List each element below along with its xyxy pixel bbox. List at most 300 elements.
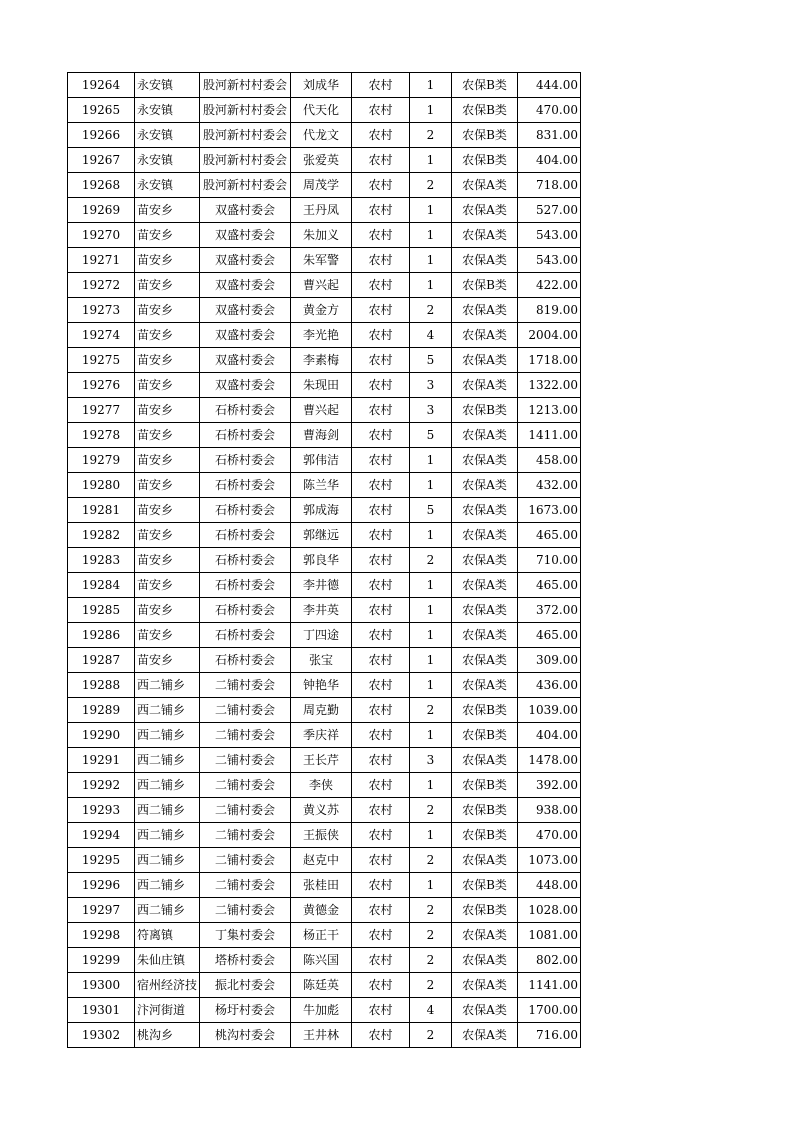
- household-count-cell: 1: [410, 223, 452, 248]
- household-count-cell: 2: [410, 948, 452, 973]
- household-count-cell: 1: [410, 448, 452, 473]
- table-row: [68, 348, 581, 373]
- household-count-cell: 5: [410, 423, 452, 448]
- residence-type-cell: 农村: [352, 598, 410, 623]
- village-committee-cell: 石桥村委会: [200, 448, 291, 473]
- record-number-cell: 19301: [68, 998, 135, 1023]
- table-row: [68, 823, 581, 848]
- residence-type-cell: 农村: [352, 298, 410, 323]
- residence-type-cell: 农村: [352, 348, 410, 373]
- record-number-cell: 19282: [68, 523, 135, 548]
- amount-cell: 444.00: [518, 73, 581, 98]
- household-count-cell: 4: [410, 323, 452, 348]
- household-count-cell: 4: [410, 998, 452, 1023]
- person-name-cell: 黄义苏: [291, 798, 352, 823]
- village-committee-cell: 石桥村委会: [200, 623, 291, 648]
- amount-cell: 1700.00: [518, 998, 581, 1023]
- person-name-cell: 代天化: [291, 98, 352, 123]
- record-number-cell: 19289: [68, 698, 135, 723]
- household-count-cell: 1: [410, 723, 452, 748]
- residence-type-cell: 农村: [352, 373, 410, 398]
- insurance-category-cell: 农保A类: [452, 423, 518, 448]
- residence-type-cell: 农村: [352, 173, 410, 198]
- village-committee-cell: 二铺村委会: [200, 898, 291, 923]
- record-number-cell: 19299: [68, 948, 135, 973]
- household-count-cell: 2: [410, 123, 452, 148]
- household-count-cell: 2: [410, 923, 452, 948]
- township-cell: 苗安乡: [135, 648, 200, 673]
- table-row: [68, 323, 581, 348]
- table-row: [68, 798, 581, 823]
- person-name-cell: 朱军警: [291, 248, 352, 273]
- insurance-category-cell: 农保A类: [452, 623, 518, 648]
- insurance-category-cell: 农保A类: [452, 323, 518, 348]
- insurance-category-cell: 农保A类: [452, 373, 518, 398]
- person-name-cell: 赵克中: [291, 848, 352, 873]
- insurance-category-cell: 农保A类: [452, 498, 518, 523]
- household-count-cell: 1: [410, 873, 452, 898]
- residence-type-cell: 农村: [352, 98, 410, 123]
- township-cell: 苗安乡: [135, 423, 200, 448]
- residence-type-cell: 农村: [352, 248, 410, 273]
- person-name-cell: 刘成华: [291, 73, 352, 98]
- insurance-category-cell: 农保A类: [452, 523, 518, 548]
- insurance-category-cell: 农保A类: [452, 548, 518, 573]
- insurance-category-cell: 农保B类: [452, 723, 518, 748]
- record-number-cell: 19297: [68, 898, 135, 923]
- record-number-cell: 19270: [68, 223, 135, 248]
- residence-type-cell: 农村: [352, 198, 410, 223]
- village-committee-cell: 石桥村委会: [200, 598, 291, 623]
- village-committee-cell: 二铺村委会: [200, 798, 291, 823]
- residence-type-cell: 农村: [352, 1023, 410, 1048]
- record-number-cell: 19286: [68, 623, 135, 648]
- table-row: [68, 298, 581, 323]
- residence-type-cell: 农村: [352, 973, 410, 998]
- village-committee-cell: 双盛村委会: [200, 273, 291, 298]
- household-count-cell: 2: [410, 798, 452, 823]
- village-committee-cell: 股河新村村委会: [200, 123, 291, 148]
- residence-type-cell: 农村: [352, 523, 410, 548]
- table-row: [68, 698, 581, 723]
- amount-cell: 436.00: [518, 673, 581, 698]
- insurance-category-cell: 农保A类: [452, 348, 518, 373]
- residence-type-cell: 农村: [352, 423, 410, 448]
- township-cell: 西二铺乡: [135, 898, 200, 923]
- amount-cell: 1081.00: [518, 923, 581, 948]
- insurance-category-cell: 农保A类: [452, 973, 518, 998]
- table-row: [68, 598, 581, 623]
- person-name-cell: 黄德金: [291, 898, 352, 923]
- amount-cell: 1028.00: [518, 898, 581, 923]
- amount-cell: 422.00: [518, 273, 581, 298]
- person-name-cell: 张宝: [291, 648, 352, 673]
- residence-type-cell: 农村: [352, 698, 410, 723]
- household-count-cell: 3: [410, 373, 452, 398]
- township-cell: 苗安乡: [135, 623, 200, 648]
- record-number-cell: 19290: [68, 723, 135, 748]
- table-row: [68, 1023, 581, 1048]
- residence-type-cell: 农村: [352, 798, 410, 823]
- village-committee-cell: 桃沟村委会: [200, 1023, 291, 1048]
- township-cell: 苗安乡: [135, 473, 200, 498]
- insurance-category-cell: 农保B类: [452, 73, 518, 98]
- household-count-cell: 1: [410, 623, 452, 648]
- person-name-cell: 王长芹: [291, 748, 352, 773]
- residence-type-cell: 农村: [352, 648, 410, 673]
- household-count-cell: 2: [410, 173, 452, 198]
- village-committee-cell: 双盛村委会: [200, 373, 291, 398]
- township-cell: 苗安乡: [135, 448, 200, 473]
- household-count-cell: 1: [410, 273, 452, 298]
- residence-type-cell: 农村: [352, 473, 410, 498]
- amount-cell: 2004.00: [518, 323, 581, 348]
- person-name-cell: 王振侠: [291, 823, 352, 848]
- residence-type-cell: 农村: [352, 623, 410, 648]
- township-cell: 苗安乡: [135, 198, 200, 223]
- amount-cell: 309.00: [518, 648, 581, 673]
- amount-cell: 1478.00: [518, 748, 581, 773]
- residence-type-cell: 农村: [352, 823, 410, 848]
- residence-type-cell: 农村: [352, 548, 410, 573]
- person-name-cell: 陈廷英: [291, 973, 352, 998]
- residence-type-cell: 农村: [352, 73, 410, 98]
- household-count-cell: 2: [410, 973, 452, 998]
- township-cell: 苗安乡: [135, 298, 200, 323]
- person-name-cell: 代龙文: [291, 123, 352, 148]
- person-name-cell: 曹兴起: [291, 398, 352, 423]
- household-count-cell: 1: [410, 148, 452, 173]
- insurance-category-cell: 农保A类: [452, 173, 518, 198]
- record-number-cell: 19265: [68, 98, 135, 123]
- amount-cell: 1322.00: [518, 373, 581, 398]
- township-cell: 西二铺乡: [135, 848, 200, 873]
- residence-type-cell: 农村: [352, 123, 410, 148]
- township-cell: 西二铺乡: [135, 698, 200, 723]
- table-row: [68, 198, 581, 223]
- township-cell: 苗安乡: [135, 548, 200, 573]
- township-cell: 苗安乡: [135, 398, 200, 423]
- household-count-cell: 1: [410, 673, 452, 698]
- village-committee-cell: 二铺村委会: [200, 723, 291, 748]
- amount-cell: 716.00: [518, 1023, 581, 1048]
- table-body: [68, 73, 581, 1048]
- person-name-cell: 张桂田: [291, 873, 352, 898]
- village-committee-cell: 石桥村委会: [200, 398, 291, 423]
- village-committee-cell: 股河新村村委会: [200, 98, 291, 123]
- person-name-cell: 李井英: [291, 598, 352, 623]
- record-number-cell: 19288: [68, 673, 135, 698]
- residence-type-cell: 农村: [352, 773, 410, 798]
- residence-type-cell: 农村: [352, 848, 410, 873]
- township-cell: 永安镇: [135, 148, 200, 173]
- household-count-cell: 3: [410, 748, 452, 773]
- amount-cell: 819.00: [518, 298, 581, 323]
- amount-cell: 1213.00: [518, 398, 581, 423]
- amount-cell: 465.00: [518, 523, 581, 548]
- person-name-cell: 王井林: [291, 1023, 352, 1048]
- township-cell: 苗安乡: [135, 573, 200, 598]
- village-committee-cell: 二铺村委会: [200, 698, 291, 723]
- village-committee-cell: 股河新村村委会: [200, 73, 291, 98]
- insurance-category-cell: 农保A类: [452, 748, 518, 773]
- amount-cell: 802.00: [518, 948, 581, 973]
- person-name-cell: 朱加义: [291, 223, 352, 248]
- person-name-cell: 杨正干: [291, 923, 352, 948]
- data-table: [67, 72, 581, 1048]
- insurance-category-cell: 农保A类: [452, 923, 518, 948]
- township-cell: 西二铺乡: [135, 798, 200, 823]
- household-count-cell: 1: [410, 573, 452, 598]
- person-name-cell: 李井德: [291, 573, 352, 598]
- person-name-cell: 李光艳: [291, 323, 352, 348]
- amount-cell: 1673.00: [518, 498, 581, 523]
- village-committee-cell: 双盛村委会: [200, 323, 291, 348]
- village-committee-cell: 双盛村委会: [200, 223, 291, 248]
- insurance-category-cell: 农保A类: [452, 223, 518, 248]
- amount-cell: 432.00: [518, 473, 581, 498]
- table-row: [68, 398, 581, 423]
- amount-cell: 1141.00: [518, 973, 581, 998]
- village-committee-cell: 双盛村委会: [200, 348, 291, 373]
- township-cell: 宿州经济技: [135, 973, 200, 998]
- record-number-cell: 19268: [68, 173, 135, 198]
- insurance-category-cell: 农保A类: [452, 998, 518, 1023]
- residence-type-cell: 农村: [352, 923, 410, 948]
- township-cell: 苗安乡: [135, 498, 200, 523]
- amount-cell: 543.00: [518, 248, 581, 273]
- table-row: [68, 173, 581, 198]
- township-cell: 西二铺乡: [135, 748, 200, 773]
- person-name-cell: 朱现田: [291, 373, 352, 398]
- table-row: [68, 648, 581, 673]
- household-count-cell: 1: [410, 523, 452, 548]
- person-name-cell: 周克勤: [291, 698, 352, 723]
- insurance-category-cell: 农保A类: [452, 1023, 518, 1048]
- residence-type-cell: 农村: [352, 898, 410, 923]
- insurance-category-cell: 农保B类: [452, 898, 518, 923]
- amount-cell: 1073.00: [518, 848, 581, 873]
- township-cell: 桃沟乡: [135, 1023, 200, 1048]
- residence-type-cell: 农村: [352, 573, 410, 598]
- table-row: [68, 998, 581, 1023]
- residence-type-cell: 农村: [352, 673, 410, 698]
- household-count-cell: 1: [410, 248, 452, 273]
- household-count-cell: 2: [410, 548, 452, 573]
- village-committee-cell: 石桥村委会: [200, 498, 291, 523]
- village-committee-cell: 二铺村委会: [200, 773, 291, 798]
- insurance-category-cell: 农保A类: [452, 298, 518, 323]
- village-committee-cell: 双盛村委会: [200, 248, 291, 273]
- amount-cell: 465.00: [518, 573, 581, 598]
- township-cell: 苗安乡: [135, 373, 200, 398]
- record-number-cell: 19293: [68, 798, 135, 823]
- village-committee-cell: 石桥村委会: [200, 423, 291, 448]
- record-number-cell: 19287: [68, 648, 135, 673]
- household-count-cell: 2: [410, 848, 452, 873]
- amount-cell: 831.00: [518, 123, 581, 148]
- person-name-cell: 张爱英: [291, 148, 352, 173]
- household-count-cell: 2: [410, 298, 452, 323]
- record-number-cell: 19276: [68, 373, 135, 398]
- township-cell: 苗安乡: [135, 273, 200, 298]
- person-name-cell: 郭继远: [291, 523, 352, 548]
- table-row: [68, 573, 581, 598]
- village-committee-cell: 石桥村委会: [200, 473, 291, 498]
- record-number-cell: 19278: [68, 423, 135, 448]
- insurance-category-cell: 农保B类: [452, 698, 518, 723]
- table-row: [68, 448, 581, 473]
- table-row: [68, 498, 581, 523]
- insurance-category-cell: 农保B类: [452, 823, 518, 848]
- insurance-category-cell: 农保B类: [452, 398, 518, 423]
- table-row: [68, 748, 581, 773]
- amount-cell: 1411.00: [518, 423, 581, 448]
- township-cell: 永安镇: [135, 123, 200, 148]
- township-cell: 汴河街道: [135, 998, 200, 1023]
- amount-cell: 527.00: [518, 198, 581, 223]
- amount-cell: 404.00: [518, 148, 581, 173]
- person-name-cell: 陈兰华: [291, 473, 352, 498]
- household-count-cell: 1: [410, 773, 452, 798]
- table-row: [68, 423, 581, 448]
- residence-type-cell: 农村: [352, 148, 410, 173]
- village-committee-cell: 二铺村委会: [200, 848, 291, 873]
- table-row: [68, 373, 581, 398]
- table-row: [68, 148, 581, 173]
- table-row: [68, 723, 581, 748]
- township-cell: 永安镇: [135, 98, 200, 123]
- person-name-cell: 李素梅: [291, 348, 352, 373]
- amount-cell: 1718.00: [518, 348, 581, 373]
- person-name-cell: 曹兴起: [291, 273, 352, 298]
- insurance-category-cell: 农保A类: [452, 848, 518, 873]
- amount-cell: 404.00: [518, 723, 581, 748]
- residence-type-cell: 农村: [352, 748, 410, 773]
- amount-cell: 470.00: [518, 98, 581, 123]
- village-committee-cell: 石桥村委会: [200, 573, 291, 598]
- insurance-category-cell: 农保B类: [452, 773, 518, 798]
- table-row: [68, 73, 581, 98]
- person-name-cell: 陈兴国: [291, 948, 352, 973]
- record-number-cell: 19292: [68, 773, 135, 798]
- village-committee-cell: 杨圩村委会: [200, 998, 291, 1023]
- table-row: [68, 273, 581, 298]
- village-committee-cell: 股河新村村委会: [200, 173, 291, 198]
- insurance-category-cell: 农保B类: [452, 123, 518, 148]
- residence-type-cell: 农村: [352, 948, 410, 973]
- residence-type-cell: 农村: [352, 448, 410, 473]
- township-cell: 西二铺乡: [135, 673, 200, 698]
- record-number-cell: 19277: [68, 398, 135, 423]
- table-row: [68, 873, 581, 898]
- township-cell: 西二铺乡: [135, 773, 200, 798]
- amount-cell: 1039.00: [518, 698, 581, 723]
- village-committee-cell: 石桥村委会: [200, 648, 291, 673]
- insurance-category-cell: 农保A类: [452, 948, 518, 973]
- township-cell: 苗安乡: [135, 248, 200, 273]
- residence-type-cell: 农村: [352, 273, 410, 298]
- amount-cell: 718.00: [518, 173, 581, 198]
- person-name-cell: 季庆祥: [291, 723, 352, 748]
- table-row: [68, 948, 581, 973]
- record-number-cell: 19298: [68, 923, 135, 948]
- village-committee-cell: 双盛村委会: [200, 298, 291, 323]
- person-name-cell: 李侠: [291, 773, 352, 798]
- table-row: [68, 98, 581, 123]
- person-name-cell: 黄金方: [291, 298, 352, 323]
- household-count-cell: 2: [410, 1023, 452, 1048]
- township-cell: 苗安乡: [135, 323, 200, 348]
- table-row: [68, 673, 581, 698]
- record-number-cell: 19266: [68, 123, 135, 148]
- table-row: [68, 248, 581, 273]
- amount-cell: 458.00: [518, 448, 581, 473]
- amount-cell: 372.00: [518, 598, 581, 623]
- insurance-category-cell: 农保A类: [452, 248, 518, 273]
- insurance-category-cell: 农保A类: [452, 473, 518, 498]
- insurance-category-cell: 农保A类: [452, 198, 518, 223]
- person-name-cell: 郭良华: [291, 548, 352, 573]
- township-cell: 符离镇: [135, 923, 200, 948]
- table-row: [68, 923, 581, 948]
- table-row: [68, 548, 581, 573]
- township-cell: 朱仙庄镇: [135, 948, 200, 973]
- residence-type-cell: 农村: [352, 223, 410, 248]
- residence-type-cell: 农村: [352, 498, 410, 523]
- residence-type-cell: 农村: [352, 998, 410, 1023]
- residence-type-cell: 农村: [352, 323, 410, 348]
- township-cell: 西二铺乡: [135, 723, 200, 748]
- person-name-cell: 牛加彪: [291, 998, 352, 1023]
- residence-type-cell: 农村: [352, 873, 410, 898]
- person-name-cell: 钟艳华: [291, 673, 352, 698]
- insurance-category-cell: 农保A类: [452, 673, 518, 698]
- insurance-category-cell: 农保B类: [452, 273, 518, 298]
- record-number-cell: 19291: [68, 748, 135, 773]
- record-number-cell: 19296: [68, 873, 135, 898]
- record-number-cell: 19279: [68, 448, 135, 473]
- insurance-category-cell: 农保A类: [452, 573, 518, 598]
- record-number-cell: 19295: [68, 848, 135, 873]
- household-count-cell: 1: [410, 823, 452, 848]
- insurance-category-cell: 农保A类: [452, 648, 518, 673]
- township-cell: 西二铺乡: [135, 873, 200, 898]
- insurance-category-cell: 农保B类: [452, 873, 518, 898]
- record-number-cell: 19300: [68, 973, 135, 998]
- village-committee-cell: 振北村委会: [200, 973, 291, 998]
- record-number-cell: 19275: [68, 348, 135, 373]
- village-committee-cell: 石桥村委会: [200, 548, 291, 573]
- residence-type-cell: 农村: [352, 723, 410, 748]
- village-committee-cell: 双盛村委会: [200, 198, 291, 223]
- record-number-cell: 19264: [68, 73, 135, 98]
- record-number-cell: 19283: [68, 548, 135, 573]
- insurance-category-cell: 农保A类: [452, 598, 518, 623]
- table-row: [68, 898, 581, 923]
- record-number-cell: 19285: [68, 598, 135, 623]
- amount-cell: 465.00: [518, 623, 581, 648]
- table-row: [68, 223, 581, 248]
- record-number-cell: 19267: [68, 148, 135, 173]
- household-count-cell: 5: [410, 498, 452, 523]
- person-name-cell: 郭成海: [291, 498, 352, 523]
- insurance-category-cell: 农保A类: [452, 448, 518, 473]
- person-name-cell: 曹海剑: [291, 423, 352, 448]
- record-number-cell: 19281: [68, 498, 135, 523]
- amount-cell: 543.00: [518, 223, 581, 248]
- household-count-cell: 1: [410, 648, 452, 673]
